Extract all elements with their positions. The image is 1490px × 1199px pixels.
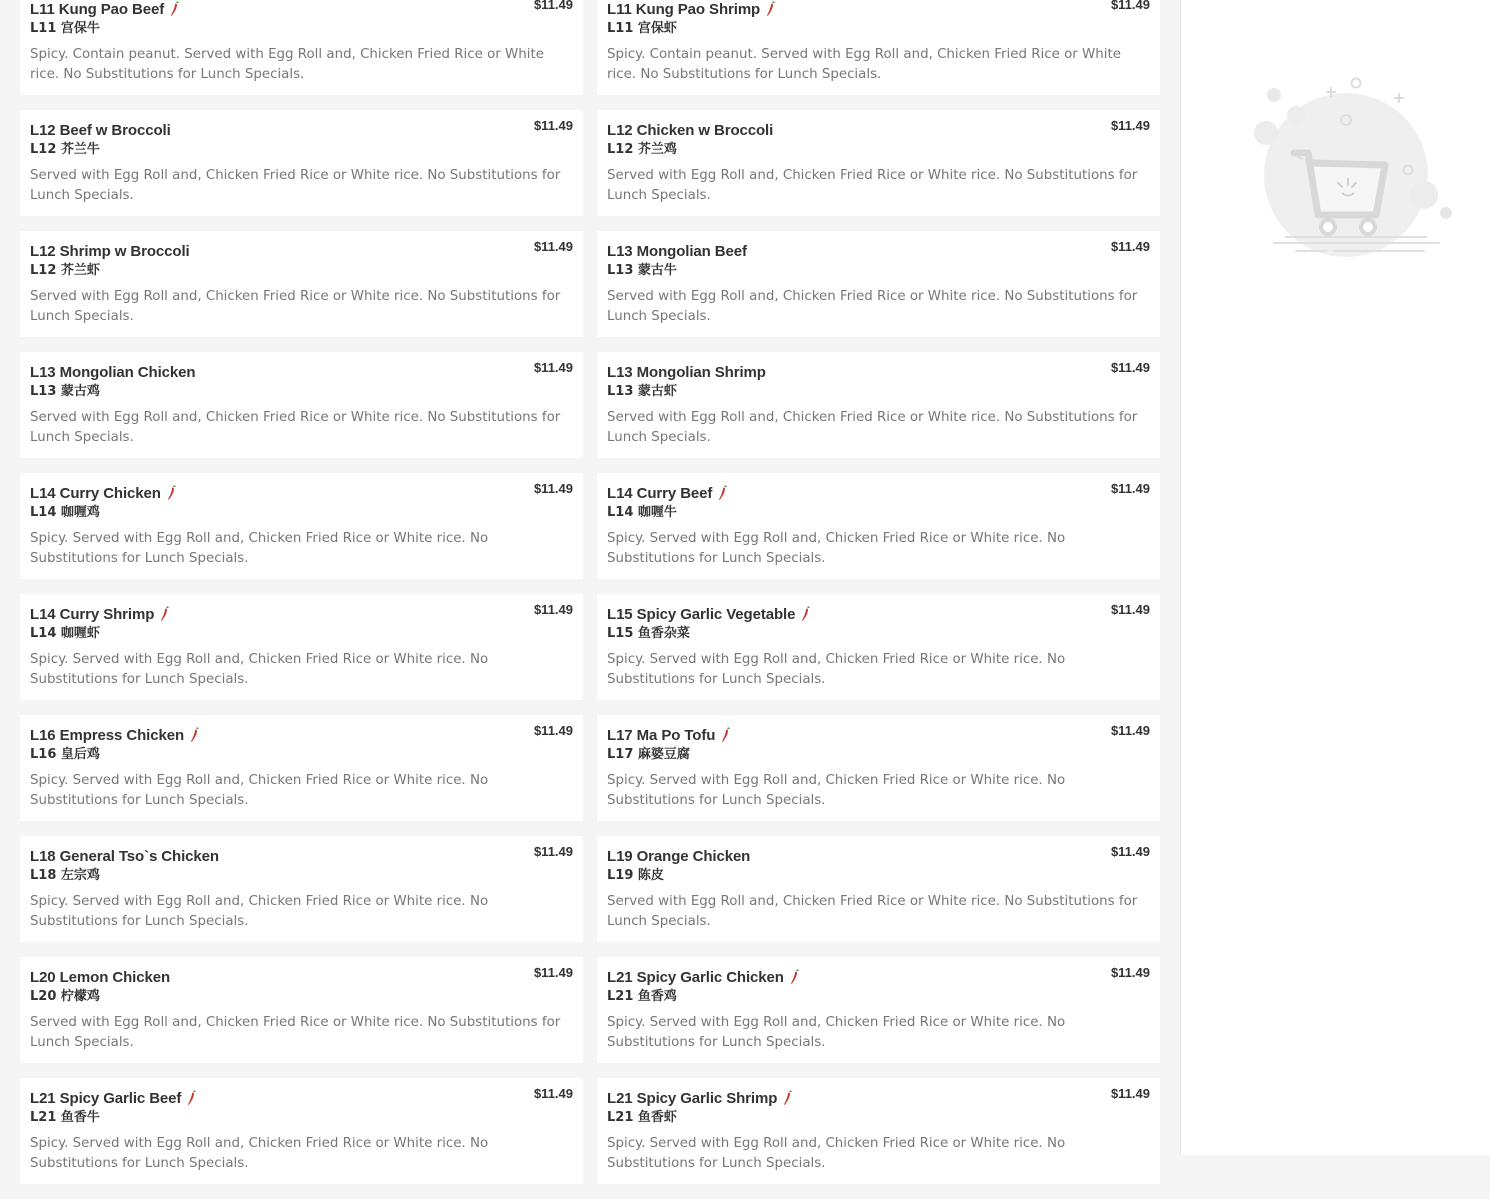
menu-item-name: L13 Mongolian Beef (607, 242, 747, 260)
menu-item-name-row (607, 362, 1150, 382)
menu-item-name-row (30, 967, 573, 987)
menu-item-chinese-name: L18 左宗鸡 (30, 868, 100, 883)
menu-item-name-row (30, 604, 573, 624)
chili-pepper-icon (790, 969, 800, 985)
menu-item-description: Served with Egg Roll and, Chicken Fried Rice or White rice. No Substitutions for Lunch Specials. (30, 168, 561, 203)
menu-item-name: L11 Kung Pao Beef (30, 0, 165, 18)
menu-item-chinese-name: L16 皇后鸡 (30, 747, 100, 762)
menu-item-chinese-name: L14 咖喱鸡 (30, 505, 100, 520)
menu-item-chinese-name: L11 宫保牛 (30, 21, 100, 36)
menu-item-price: $11.49 (1110, 965, 1150, 980)
menu-item-chinese-name: L13 蒙古牛 (607, 263, 677, 278)
menu-item-card[interactable] (597, 836, 1160, 942)
chili-pepper-icon (766, 1, 776, 17)
menu-item-price: $11.49 (533, 0, 573, 12)
menu-item-name-row (607, 483, 1150, 503)
menu-item-card[interactable] (20, 231, 583, 337)
menu-item-name: L13 Mongolian Shrimp (607, 363, 766, 381)
menu-item-name-row (30, 241, 573, 261)
menu-item-name-row (607, 0, 1150, 19)
menu-item-description: Served with Egg Roll and, Chicken Fried Rice or White rice. No Substitutions for Lunch Specials. (607, 289, 1138, 324)
menu-item-price: $11.49 (533, 602, 573, 617)
menu-item-price: $11.49 (533, 1086, 573, 1101)
menu-item-description: Served with Egg Roll and, Chicken Fried Rice or White rice. No Substitutions for Lunch Specials. (607, 410, 1138, 445)
menu-item-name: L15 Spicy Garlic Vegetable (607, 605, 796, 623)
menu-item-card[interactable] (20, 957, 583, 1063)
menu-item-chinese-name: L12 芥兰牛 (30, 142, 100, 157)
menu-item-card[interactable] (597, 715, 1160, 821)
menu-item-description: Spicy. Served with Egg Roll and, Chicken Fried Rice or White rice. No Substitutions for Lunch Specials. (30, 652, 489, 687)
menu-item-price: $11.49 (1110, 1086, 1150, 1101)
menu-item-price: $11.49 (1110, 360, 1150, 375)
menu-item-name: L18 General Tso`s Chicken (30, 847, 219, 865)
menu-item-card[interactable] (597, 594, 1160, 700)
menu-item-chinese-name: L12 芥兰虾 (30, 263, 100, 278)
menu-item-name-row (30, 0, 573, 19)
menu-item-name-row (607, 241, 1150, 261)
menu-item-price: $11.49 (1110, 723, 1150, 738)
menu-item-description: Served with Egg Roll and, Chicken Fried Rice or White rice. No Substitutions for Lunch Specials. (30, 410, 561, 445)
menu-item-name-row (30, 362, 573, 382)
menu-item-chinese-name: L15 鱼香杂菜 (607, 626, 690, 641)
menu-item-chinese-name: L21 鱼香虾 (607, 1110, 677, 1125)
menu-item-description: Spicy. Served with Egg Roll and, Chicken Fried Rice or White rice. No Substitutions for Lunch Specials. (30, 894, 489, 929)
chili-pepper-icon (170, 1, 180, 17)
menu-item-chinese-name: L13 蒙古虾 (607, 384, 677, 399)
menu-item-chinese-name: L14 咖喱牛 (607, 505, 677, 520)
menu-item-description: Spicy. Served with Egg Roll and, Chicken Fried Rice or White rice. No Substitutions for Lunch Specials. (607, 773, 1066, 808)
menu-item-card[interactable] (597, 352, 1160, 458)
menu-item-name: L14 Curry Shrimp (30, 605, 155, 623)
chili-pepper-icon (801, 606, 811, 622)
menu-item-card[interactable] (597, 473, 1160, 579)
cart-panel (1180, 0, 1490, 1155)
menu-item-name-row (607, 1088, 1150, 1108)
menu-item-name: L12 Shrimp w Broccoli (30, 242, 190, 260)
menu-item-price: $11.49 (533, 965, 573, 980)
menu-item-price: $11.49 (533, 239, 573, 254)
menu-item-name: L17 Ma Po Tofu (607, 726, 716, 744)
chili-pepper-icon (718, 485, 728, 501)
menu-item-name: L11 Kung Pao Shrimp (607, 0, 761, 18)
menu-item-name: L14 Curry Beef (607, 484, 713, 502)
menu-item-price: $11.49 (1110, 844, 1150, 859)
menu-item-name: L13 Mongolian Chicken (30, 363, 196, 381)
menu-item-card[interactable] (20, 715, 583, 821)
menu-item-description: Spicy. Served with Egg Roll and, Chicken Fried Rice or White rice. No Substitutions for Lunch Specials. (607, 531, 1066, 566)
chili-pepper-icon (190, 727, 200, 743)
menu-item-name-row (607, 967, 1150, 987)
menu-item-description: Spicy. Served with Egg Roll and, Chicken Fried Rice or White rice. No Substitutions for Lunch Specials. (607, 1136, 1066, 1171)
menu-item-name: L21 Spicy Garlic Shrimp (607, 1089, 778, 1107)
menu-item-card[interactable] (20, 1078, 583, 1184)
menu-item-grid (20, 0, 1160, 1199)
menu-item-description: Served with Egg Roll and, Chicken Fried Rice or White rice. No Substitutions for Lunch Specials. (30, 289, 561, 324)
menu-item-price: $11.49 (533, 118, 573, 133)
menu-item-name-row (30, 483, 573, 503)
menu-item-description: Served with Egg Roll and, Chicken Fried Rice or White rice. No Substitutions for Lunch Specials. (607, 894, 1138, 929)
menu-item-description: Spicy. Contain peanut. Served with Egg Roll and, Chicken Fried Rice or White rice. No Substitutions for Lunch Specials. (30, 47, 544, 82)
menu-item-chinese-name: L14 咖喱虾 (30, 626, 100, 641)
menu-item-description: Spicy. Served with Egg Roll and, Chicken Fried Rice or White rice. No Substitutions for Lunch Specials. (30, 773, 489, 808)
menu-item-chinese-name: L12 芥兰鸡 (607, 142, 677, 157)
menu-item-name: L16 Empress Chicken (30, 726, 185, 744)
menu-item-card[interactable] (597, 110, 1160, 216)
chili-pepper-icon (783, 1090, 793, 1106)
menu-item-price: $11.49 (1110, 602, 1150, 617)
menu-item-name-row (30, 1088, 573, 1108)
menu-item-name: L12 Chicken w Broccoli (607, 121, 774, 139)
menu-item-name: L14 Curry Chicken (30, 484, 161, 502)
menu-item-card[interactable] (597, 0, 1160, 95)
menu-item-chinese-name: L20 柠檬鸡 (30, 989, 100, 1004)
menu-item-price: $11.49 (1110, 0, 1150, 12)
chili-pepper-icon (160, 606, 170, 622)
menu-item-name-row (607, 120, 1150, 140)
menu-item-name-row (607, 604, 1150, 624)
menu-item-name: L21 Spicy Garlic Chicken (607, 968, 784, 986)
menu-item-name: L20 Lemon Chicken (30, 968, 171, 986)
menu-item-name: L19 Orange Chicken (607, 847, 751, 865)
empty-cart-icon (1256, 75, 1456, 260)
menu-item-chinese-name: L11 宫保虾 (607, 21, 677, 36)
menu-item-chinese-name: L21 鱼香牛 (30, 1110, 100, 1125)
menu-item-price: $11.49 (533, 723, 573, 738)
menu-item-description: Served with Egg Roll and, Chicken Fried Rice or White rice. No Substitutions for Lunch Specials. (30, 1015, 561, 1050)
menu-item-chinese-name: L13 蒙古鸡 (30, 384, 100, 399)
menu-item-chinese-name: L19 陈皮 (607, 868, 664, 883)
menu-item-description: Served with Egg Roll and, Chicken Fried Rice or White rice. No Substitutions for Lunch Specials. (607, 168, 1138, 203)
menu-item-name-row (607, 725, 1150, 745)
menu-item-name: L12 Beef w Broccoli (30, 121, 171, 139)
menu-item-price: $11.49 (533, 844, 573, 859)
menu-item-description: Spicy. Served with Egg Roll and, Chicken Fried Rice or White rice. No Substitutions for Lunch Specials. (30, 1136, 489, 1171)
menu-item-price: $11.49 (533, 360, 573, 375)
menu-item-name-row (607, 846, 1150, 866)
menu-item-name-row (30, 725, 573, 745)
menu-item-card[interactable] (20, 0, 583, 95)
menu-item-chinese-name: L17 麻婆豆腐 (607, 747, 690, 762)
menu-item-card[interactable] (20, 836, 583, 942)
menu-item-price: $11.49 (1110, 118, 1150, 133)
menu-item-name-row (30, 846, 573, 866)
menu-item-card[interactable] (20, 594, 583, 700)
menu-item-card[interactable] (20, 473, 583, 579)
chili-pepper-icon (187, 1090, 197, 1106)
menu-item-description: Spicy. Contain peanut. Served with Egg Roll and, Chicken Fried Rice or White rice. No Substitutions for Lunch Specials. (607, 47, 1121, 82)
menu-item-price: $11.49 (1110, 481, 1150, 496)
menu-item-chinese-name: L21 鱼香鸡 (607, 989, 677, 1004)
menu-item-description: Spicy. Served with Egg Roll and, Chicken Fried Rice or White rice. No Substitutions for Lunch Specials. (607, 1015, 1066, 1050)
chili-pepper-icon (721, 727, 731, 743)
menu-item-card[interactable] (20, 110, 583, 216)
menu-item-card[interactable] (597, 231, 1160, 337)
menu-item-name: L21 Spicy Garlic Beef (30, 1089, 182, 1107)
chili-pepper-icon (167, 485, 177, 501)
menu-item-description: Spicy. Served with Egg Roll and, Chicken Fried Rice or White rice. No Substitutions for Lunch Specials. (607, 652, 1066, 687)
menu-item-description: Spicy. Served with Egg Roll and, Chicken Fried Rice or White rice. No Substitutions for Lunch Specials. (30, 531, 489, 566)
menu-item-card[interactable] (597, 1078, 1160, 1184)
menu-item-name-row (30, 120, 573, 140)
menu-item-card[interactable] (597, 957, 1160, 1063)
menu-item-card[interactable] (20, 352, 583, 458)
menu-item-price: $11.49 (533, 481, 573, 496)
menu-item-price: $11.49 (1110, 239, 1150, 254)
